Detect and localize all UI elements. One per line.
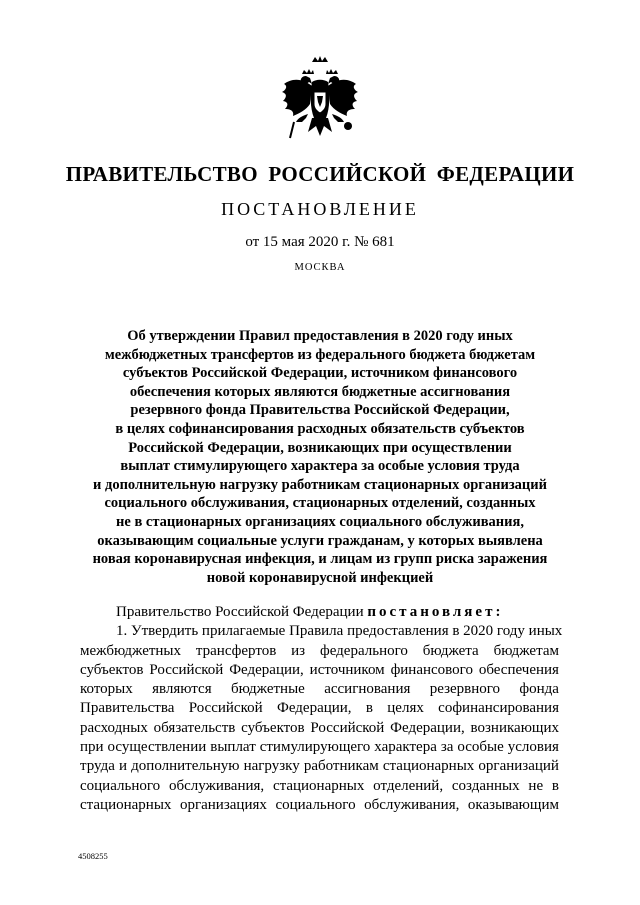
word: организациях xyxy=(179,796,267,813)
subject-line: межбюджетных трансфертов из федерального бюджета бюджетам xyxy=(104,346,536,363)
subject-line: новая коронавирусная инфекция, и лицам из групп риска заражения xyxy=(92,551,548,568)
subject-line: субъектов Российской Федерации, источником финансового xyxy=(122,365,518,382)
paragraph-1-line xyxy=(80,796,559,815)
word: оказывающим xyxy=(467,796,559,813)
subject-line: не в стационарных организациях социального обслуживания, xyxy=(116,513,524,530)
subject-line: выплат стимулирующего характера за особые условия труда xyxy=(120,458,520,475)
document-date-number: от 15 мая 2020 г. № 681 xyxy=(245,234,395,250)
word: Правительства xyxy=(80,700,175,717)
paragraph-1-line xyxy=(80,777,559,796)
document-subject xyxy=(60,327,580,587)
word: за xyxy=(440,739,454,756)
word: и xyxy=(119,758,128,775)
word: бюджетам xyxy=(493,642,559,659)
word: ассигнования xyxy=(324,681,411,698)
word: работникам xyxy=(303,758,379,775)
subject-line: Российской Федерации, возникающих при осуществлении xyxy=(128,439,512,456)
subject-line: Об утверждении Правил предоставления в 2020 году иных xyxy=(127,328,513,344)
word: субъектов xyxy=(80,661,144,678)
paragraph-1-lines xyxy=(80,642,559,816)
word: стационарных xyxy=(382,758,475,775)
word: Федерации, xyxy=(229,661,304,678)
word: бюджетные xyxy=(230,681,305,698)
subject-line: новой коронавирусной инфекцией xyxy=(206,569,434,586)
word: федерального xyxy=(319,642,408,659)
document-body xyxy=(80,603,563,815)
word: бюджета xyxy=(422,642,479,659)
word: резервного xyxy=(429,681,501,698)
subject-line: оказывающим социальные услуги гражданам, у которых выявлена xyxy=(97,532,543,549)
intro-text: Правительство Российской Федерации xyxy=(116,604,364,620)
document-type: ПОСТАНОВЛЕНИЕ xyxy=(221,199,419,219)
word: условия xyxy=(507,739,559,756)
word: источником xyxy=(309,661,385,678)
paragraph-1-line xyxy=(80,680,559,699)
word: Федерации, xyxy=(390,719,465,736)
paragraph-1-line xyxy=(80,661,559,680)
word: финансового xyxy=(390,661,473,678)
paragraph-1-line xyxy=(80,757,559,776)
word: Федерации, xyxy=(276,700,352,717)
word: являются xyxy=(152,681,212,698)
word: субъектов xyxy=(241,719,305,736)
word: стимулирующего xyxy=(259,739,371,756)
subject-line: резервного фонда Правительства Российской Федерации, xyxy=(130,402,510,419)
word: Российской xyxy=(310,719,385,736)
word: обслуживания, xyxy=(168,777,265,794)
word: отделений, xyxy=(373,777,444,794)
word: характера xyxy=(374,739,437,756)
paragraph-1-line xyxy=(80,699,559,718)
subject-line: и дополнительную нагрузку работникам стационарных организаций xyxy=(93,476,547,493)
paragraph-1-line xyxy=(80,719,559,738)
word: которых xyxy=(80,681,133,698)
word: возникающих xyxy=(470,719,559,736)
document-id: 4508255 xyxy=(78,851,108,861)
word: целях xyxy=(387,700,424,717)
subject-line: социального обслуживания, стационарных отделений, созданных xyxy=(104,495,536,512)
word: социального xyxy=(80,777,161,794)
word: Российской xyxy=(149,661,224,678)
word: выплат xyxy=(210,739,256,756)
government-title: ПРАВИТЕЛЬСТВО РОССИЙСКОЙ ФЕДЕРАЦИИ xyxy=(65,162,575,186)
word: Российской xyxy=(188,700,263,717)
word: обязательств xyxy=(153,719,236,736)
word: при xyxy=(80,739,104,756)
word: организаций xyxy=(478,758,559,775)
word: межбюджетных xyxy=(80,642,182,659)
paragraph-1-line xyxy=(80,738,559,757)
word: дополнительную xyxy=(131,758,240,775)
document-city: МОСКВА xyxy=(294,262,346,273)
paragraph-1-line xyxy=(80,642,559,661)
subject-line: в целях софинансирования расходных обязательств субъектов xyxy=(115,420,525,437)
word: из xyxy=(291,642,306,659)
subject-line: обеспечения которых являются бюджетные ассигнования xyxy=(129,383,511,400)
word: в xyxy=(551,777,559,794)
word: нагрузку xyxy=(243,758,300,775)
word: созданных xyxy=(451,777,520,794)
emblem-graphic xyxy=(272,52,368,148)
word: особые xyxy=(457,739,504,756)
word: обслуживания, xyxy=(364,796,460,813)
word: расходных xyxy=(80,719,148,736)
word: не xyxy=(528,777,544,794)
word: стационарных xyxy=(272,777,365,794)
word: труда xyxy=(80,758,115,775)
intro-paragraph xyxy=(80,603,559,622)
word: обеспечения xyxy=(478,661,559,678)
word: социального xyxy=(275,796,356,813)
paragraph-1-first-line: 1. Утвердить прилагаемые Правила предоставления в 2020 году иных xyxy=(116,623,563,640)
russian-coat-of-arms-emblem-icon xyxy=(272,52,368,148)
word: софинансирования xyxy=(438,700,559,717)
word: фонда xyxy=(519,681,559,698)
word: стационарных xyxy=(80,796,172,813)
intro-action: постановляет: xyxy=(367,604,504,620)
word: осуществлении xyxy=(107,739,207,756)
word: трансфертов xyxy=(195,642,277,659)
word: в xyxy=(365,700,373,717)
